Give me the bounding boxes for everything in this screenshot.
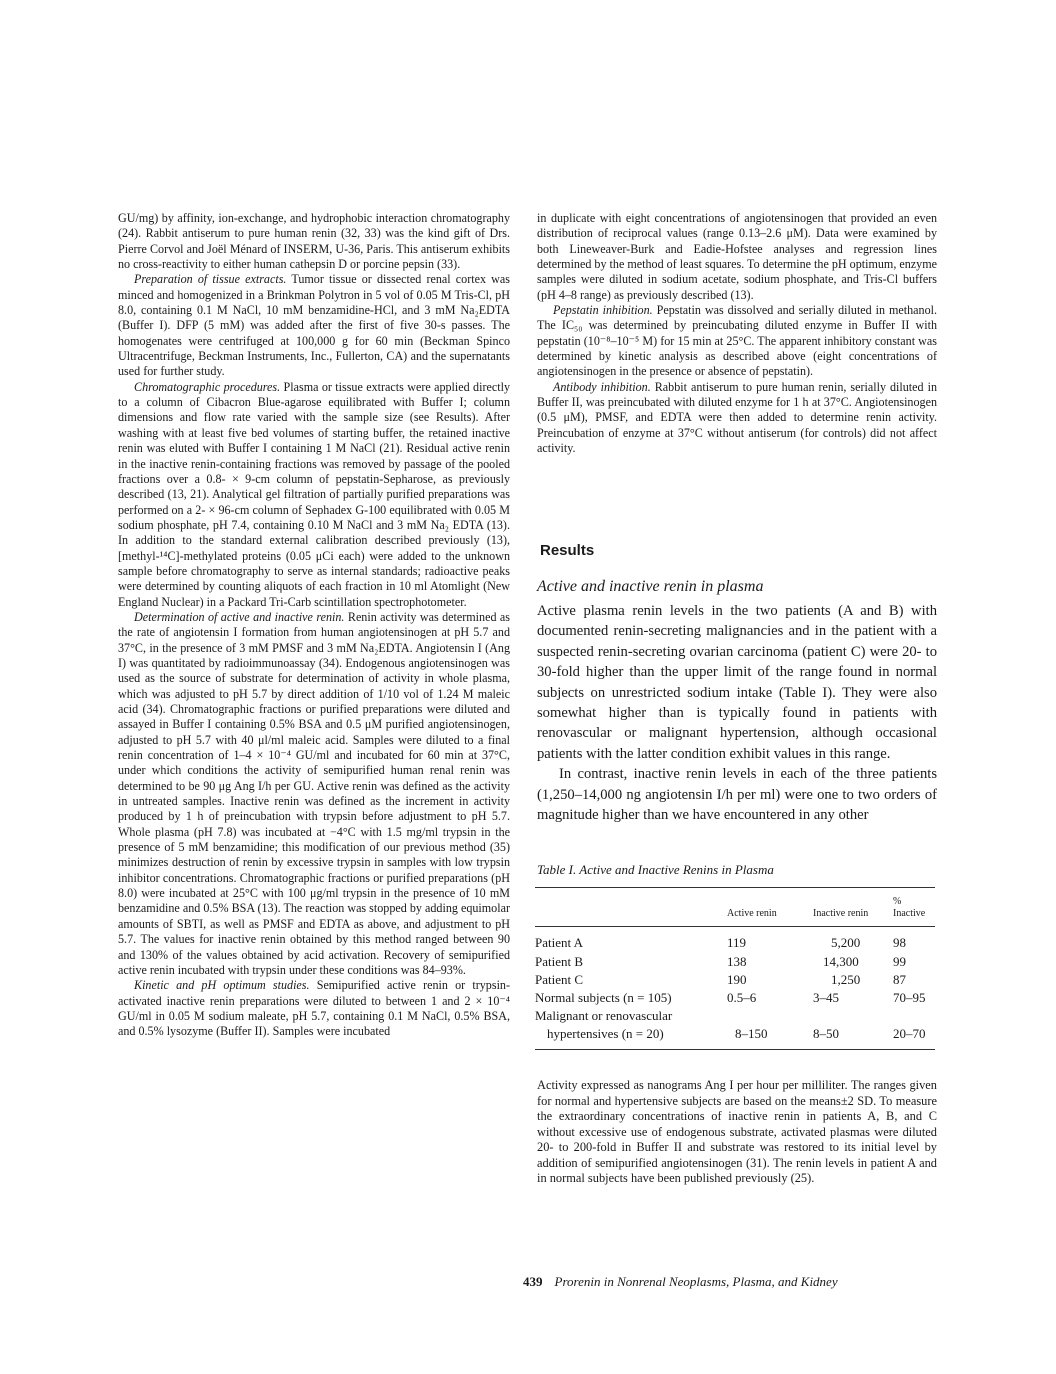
paragraph-title: Antibody inhibition. — [553, 379, 651, 394]
table-cell: Patient C — [535, 971, 584, 987]
table-header-cell: % Inactive — [893, 896, 926, 919]
table-header-row — [535, 888, 935, 927]
paragraph-title: Kinetic and pH optimum studies. — [134, 978, 310, 993]
paragraph-continuation: GU/mg) by affinity, ion-exchange, and hydrophobic interaction chromatography (24). Rabbit antiserum to pure human renin (32, 33) was the kind gift of Drs. Pierre Corvol and Joël Ménard of INSERM, U-36, Paris. This antiserum exhibits no cross-reactivity to either human cathepsin D or porcine pepsin (33). — [118, 211, 510, 272]
left-column — [118, 211, 510, 1040]
running-title: Prorenin in Nonrenal Neoplasms, Plasma, and Kidney — [554, 1274, 838, 1289]
table-cell: 119 — [727, 934, 747, 950]
table-header-cell: Inactive renin — [813, 908, 869, 919]
right-column — [537, 211, 937, 457]
results-body — [537, 601, 937, 825]
paragraph-determination: Determination of active and inactive renin. Renin activity was determined as the rate of angiotensin I formation from human angiotensinogen at pH 5.7 and 37°C, in the presence of 3 mM PMSF and 3 mM Na₂EDTA. Angiotensin I (Ang I) was quantitated by radioimmunoassay (34). Endogenous angiotensinogen was used as the source of substrate for determination of activity in whole plasma, which was adjusted to pH 5.7 by direct addition of 1/10 vol of 1.24 M maleic acid (34). Chromatographic fractions or purified preparations were diluted and assayed in Buffer I containing 0.5% BSA and 0.5 μM purified angiotensinogen, adjusted to pH 5.7 with 40 μl/ml maleic acid. Samples were diluted to a final renin concentration of 1–4 × 10⁻⁴ GU/ml and incubated for 60 min at 37°C, under which conditions the activity of semipurified human renal renin was determined to be 90 μg Ang I/h per GU. Active renin was defined as the activity in untreated samples. Inactive renin was defined as the increment in activity produced by 1 h of preincubation with trypsin before adjustment to pH 5.7. Whole plasma (pH 7.8) was incubated at −4°C with 1.5 mg/ml trypsin in the presence of 5 mM benzamidine; this modification of our previous method (35) minimizes destruction of renin by excessive trypsin in samples with low trypsin inhibitor concentrations. Chromatographic fractions or purified preparations (pH 8.0) were incubated at 25°C with 100 μg/ml trypsin in the presence of 10 mM benzamidine and 0.5% BSA (13). The reaction was stopped by adding equimolar amounts of SBTI, as well as PMSF and EDTA as above, and adjustment to pH 5.7. The values for inactive renin obtained by this method ranged between 90 and 130% of the values obtained by acid activation. Recovery of semipurified active renin incubated with trypsin under these conditions was 84–93%. — [118, 609, 511, 977]
paragraph-title: Pepstatin inhibition. — [553, 303, 653, 318]
table-cell: 8–50 — [813, 1025, 893, 1050]
table-row — [535, 989, 935, 1007]
table-row — [535, 971, 935, 989]
results-paragraph: Active plasma renin levels in the two patients (A and B) with documented renin-secreting malignancies and in the patient with a suspected renin-secreting ovarian carcinoma (patient C) were 20- to 30-fold higher than the upper limit of the range found in normal subjects on unrestricted sodium intake (Table I). They were also somewhat higher than is typically found in patients with renovascular or malignant hypertension, although occasional patients with the latter condition exhibit values in this range. — [537, 603, 937, 762]
table-cell: 87 — [893, 971, 906, 987]
table-cell: hypertensives (n = 20) — [535, 1025, 727, 1050]
results-paragraph: In contrast, inactive renin levels in each of the three patients (1,250–14,000 ng angiotensin I/h per ml) were one to two orders of magnitude higher than we have encountered in any other — [537, 766, 937, 824]
paragraph-tissue-extracts: Preparation of tissue extracts. Tumor tissue or dissected renal cortex was minced and homogenized in a Brinkman Polytron in 5 vol of 0.05 M Tris-Cl, pH 8.0, containing 0.1 M NaCl, 10 mM benzamidine-HCl, and 3 mM Na₂EDTA (Buffer I). DFP (5 mM) was added after the first of five 30-s passes. The homogenates were centrifuged at 100,000 g for 60 min (Beckman Spinco Ultracentrifuge, Beckman Instruments, Inc., Fullerton, CA) and the supernatants used for further study. — [118, 272, 510, 379]
table-cell: 98 — [893, 934, 906, 950]
paragraph-title: Preparation of tissue extracts. — [134, 272, 287, 287]
table-cell: 190 — [727, 971, 747, 987]
table-cell — [893, 1007, 935, 1025]
table-cell: 99 — [893, 953, 906, 969]
table-cell: 1,250 — [831, 971, 861, 987]
table-cell: 70–95 — [893, 989, 926, 1005]
table-cell: 20–70 — [893, 1025, 935, 1050]
paragraph-title: Chromatographic procedures. — [134, 379, 281, 394]
table-row — [535, 953, 935, 971]
table-cell — [727, 1007, 813, 1025]
results-heading: Results — [540, 542, 595, 559]
paragraph-pepstatin: Pepstatin inhibition. Pepstatin was dissolved and serially diluted in methanol. The IC₅₀ was determined by preincubating diluted enzyme in Buffer II with pepstatin (10⁻⁸–10⁻⁵ M) for 15 min at 25°C. The apparent inhibitory constant was determined by kinetic analysis as described above (eight concentrations of angiotensinogen in the presence or absence of pepstatin). — [537, 303, 937, 379]
table-header-cell — [535, 888, 727, 927]
paragraph-title: Determination of active and inactive renin. — [134, 609, 345, 624]
page-number: 439 — [523, 1274, 543, 1289]
table-row — [535, 1025, 935, 1050]
table-cell: Patient B — [535, 953, 584, 969]
table-cell: 3–45 — [813, 989, 839, 1005]
table-cell: 14,300 — [823, 953, 859, 969]
paragraph-antibody: Antibody inhibition. Rabbit antiserum to pure human renin, serially diluted in Buffer II, was preincubated with diluted enzyme for 1 h at 37°C. Angiotensinogen (0.5 μM), PMSF, and EDTA were then added to determine renin activity. Preincubation of enzyme at 37°C without antiserum (for controls) did not affect activity. — [537, 379, 937, 456]
table-cell: Normal subjects (n = 105) — [535, 989, 672, 1005]
table-row — [535, 1007, 935, 1025]
table-cell: Malignant or renovascular — [535, 1008, 673, 1024]
paragraph-continuation: in duplicate with eight concentrations of angiotensinogen that provided an even distribution of reciprocal values (range 0.13–2.6 μM). Data were examined by both Lineweaver-Burk and Eadie-Hofstee analyses and regression lines determined by the method of least squares. To determine the pH optimum, enzyme samples were diluted in sodium acetate, sodium phosphate, and Tris-Cl buffers (pH 4–8 range) as previously described (13). — [537, 211, 937, 302]
table-cell: Patient A — [535, 934, 584, 950]
table-cell: 138 — [727, 953, 747, 969]
table-caption: Table I. Active and Inactive Renins in Plasma — [537, 862, 774, 877]
table-cell: 8–150 — [727, 1025, 813, 1050]
table-note: Activity expressed as nanograms Ang I per hour per milliliter. The ranges given for normal and hypertensive subjects are based on the means±2 SD. To measure the extraordinary concentrations of inactive renin in patients A, B, and C without excessive use of endogenous substrate, activated plasmas were diluted 20- to 200-fold in Buffer II and substrate was restored to its initial level by addition of semipurified angiotensinogen (31). The renin levels in patient A and in normal subjects have been published previously (25). — [537, 1078, 937, 1185]
table-cell — [813, 1007, 893, 1025]
table-row — [535, 927, 935, 953]
table-header-cell: Active renin — [727, 908, 777, 919]
page-footer — [523, 1274, 838, 1290]
paragraph-chromatographic: Chromatographic procedures. Plasma or tissue extracts were applied directly to a column of Cibacron Blue-agarose equilibrated with Buffer I; column dimensions and flow rate varied with the sample size (see Results). After washing with at least five bed volumes of starting buffer, the retained inactive renin was eluted with Buffer I containing 1 M NaCl (21). Residual active renin in the inactive renin-containing fractions was removed by passage of the pooled fractions over a 0.8- × 9-cm column of pepstatin-Sepharose, as previously described (13, 21). Analytical gel filtration of partially purified preparations was performed on a 2- × 96-cm column of Sephadex G-100 equilibrated with 0.05 M sodium phosphate, pH 7.4, containing 0.10 M NaCl and 3 mM Na₂ EDTA (13). In addition to the standard external calibration described previously (13), [methyl-¹⁴C]-methylated proteins (0.05 μCi each) were added to the unknown sample before chromatography to serve as internal standards; radioactive peaks were determined by counting aliquots of each fraction in 10 ml Atomlight (New England Nuclear) in a Packard Tri-Carb scintillation spectrophotometer. — [118, 379, 510, 609]
table-cell: 5,200 — [831, 934, 861, 950]
renin-table — [535, 887, 935, 1050]
table-cell: 0.5–6 — [727, 989, 757, 1005]
paragraph-kinetic: Kinetic and pH optimum studies. Semipurified active renin or trypsin-activated inactive renin preparations were diluted to between 1 and 2 × 10⁻⁴ GU/ml in 0.05 M sodium maleate, pH 5.7, containing 0.1 M NaCl, 0.5% BSA, and 0.5% lysozyme (Buffer II). Samples were incubated — [118, 978, 510, 1039]
results-subheading: Active and inactive renin in plasma — [537, 578, 764, 595]
